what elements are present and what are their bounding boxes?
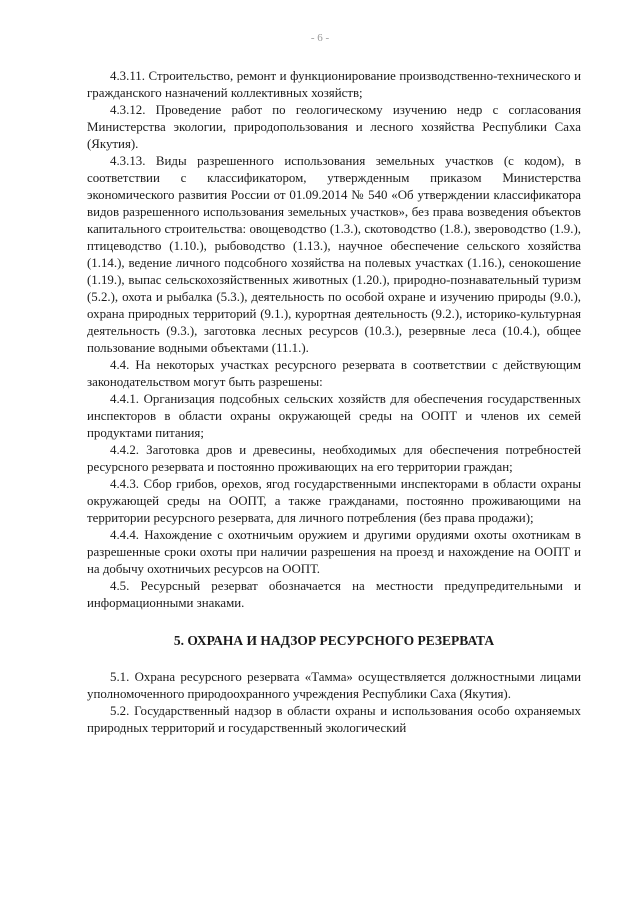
section-5-title: 5. ОХРАНА И НАДЗОР РЕСУРСНОГО РЕЗЕРВАТА bbox=[173, 633, 495, 648]
paragraph-4-4-2: 4.4.2. Заготовка дров и древесины, необходимых для обеспечения потребностей ресурсного резервата и постоянно проживающих на его территории граждан; bbox=[87, 443, 581, 474]
page-number: - 6 - bbox=[310, 32, 330, 44]
paragraph-4-4-4: 4.4.4. Нахождение с охотничьим оружием и другими орудиями охоты охотникам в разрешенные сроки охоты при наличии разрешения на проезд и нахождение на ООПТ и на добычу охотничьих ресурсов на ООПТ. bbox=[87, 528, 581, 576]
paragraph-4-5: 4.5. Ресурсный резерват обозначается на местности предупредительными и информационными знаками. bbox=[87, 579, 581, 610]
paragraph-4-3-13: 4.3.13. Виды разрешенного использования земельных участков (с кодом), в соответствии с классификатором, утвержденным приказом Министерства экономического развития России от 01.09.2014 № 540 «Об утверждении классификатора видов разрешенного использования земельных участков», без права возведения объектов капитального строительства: овощеводство (1.3.), скотоводство (1.8.), звероводство (1.9.), птицеводство (1.10.), рыбоводство (1.13.), научное обеспечение сельского хозяйства (1.14.), ведение личного подсобного хозяйства на полевых участках (1.16.), сенокошение (1.19.), выпас сельскохозяйственных животных (1.20.), природно-познавательный туризм (5.2.), охота и рыбалка (5.3.), деятельность по особой охране и изучению природы (9.0.), охрана природных территорий (9.1.), курортная деятельность (9.2.), историко-культурная деятельность (9.3.), заготовка лесных ресурсов (10.3.), резервные леса (10.4.), общее пользование водными объектами (11.1.). bbox=[87, 154, 581, 355]
paragraph-4-3-12: 4.3.12. Проведение работ по геологическому изучению недр с согласования Министерства экологии, природопользования и лесного хозяйства Республики Саха (Якутия). bbox=[87, 103, 581, 151]
paragraph-4-4-1: 4.4.1. Организация подсобных сельских хозяйств для обеспечения государственных инспекторов в области охраны окружающей среды на ООПТ и членов их семей продуктами питания; bbox=[87, 392, 581, 440]
paragraph-4-3-11: 4.3.11. Строительство, ремонт и функционирование производственно-технического и гражданского назначений коллективных хозяйств; bbox=[87, 69, 581, 100]
paragraph-5-1: 5.1. Охрана ресурсного резервата «Тамма» осуществляется должностными лицами уполномоченного природоохранного учреждения Республики Саха (Якутия). bbox=[87, 670, 581, 701]
document-body bbox=[87, 68, 581, 737]
paragraph-5-2: 5.2. Государственный надзор в области охраны и использования особо охраняемых природных территорий и государственный экологический bbox=[87, 704, 581, 735]
paragraph-4-4: 4.4. На некоторых участках ресурсного резервата в соответствии с действующим законодательством могут быть разрешены: bbox=[87, 358, 581, 389]
paragraph-4-4-3: 4.4.3. Сбор грибов, орехов, ягод государственными инспекторами в области охраны окружающей среды на ООПТ, а также гражданами, постоянно проживающими на территории ресурсного резервата, для личного потребления (без права продажи); bbox=[87, 477, 581, 525]
